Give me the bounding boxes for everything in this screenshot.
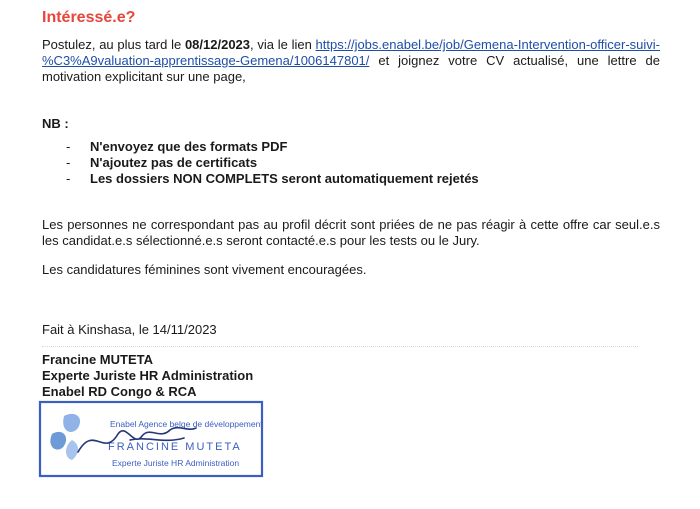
intro-text-end: et joignez votre CV actualisé, une lettre de motivation explicitant sur une page, <box>42 53 660 84</box>
section-heading: Intéressé.e? <box>42 9 136 26</box>
application-link[interactable]: https://jobs.enabel.be/job/Gemena-Intervention-officer-suivi-%C3%A9valuation-apprentissage-Gemena/1006147801/ <box>42 37 660 68</box>
intro-text-start: Postulez, au plus tard le <box>42 37 185 52</box>
dash-bullet: - <box>66 139 71 154</box>
dash-bullet: - <box>66 171 71 186</box>
stamp-line-title: Experte Juriste HR Administration <box>112 458 240 468</box>
nb-list <box>42 139 479 187</box>
nb-label: NB : <box>42 116 69 131</box>
signatory-name: Francine MUTETA <box>42 352 153 367</box>
nb-item <box>42 139 479 155</box>
stamp-line-agency: Enabel Agence belge de développement <box>110 419 263 429</box>
signatory-org: Enabel RD Congo & RCA <box>42 384 197 399</box>
nb-item <box>42 155 479 171</box>
nb-item <box>42 171 479 187</box>
place-date: Fait à Kinshasa, le 14/11/2023 <box>42 322 217 337</box>
nb-item-text: N'ajoutez pas de certificats <box>90 155 258 170</box>
intro-text-middle: , via le lien <box>250 37 316 52</box>
divider <box>42 346 638 347</box>
application-instructions <box>42 37 660 85</box>
enabel-logo-icon <box>50 414 80 460</box>
encouragement-notice: Les candidatures féminines sont vivement encouragées. <box>42 262 367 277</box>
deadline-date: 08/12/2023 <box>184 37 251 52</box>
nb-item-text: N'envoyez que des formats PDF <box>90 139 288 154</box>
dash-bullet: - <box>66 155 71 170</box>
profile-notice: Les personnes ne correspondant pas au profil décrit sont priées de ne pas réagir à cette offre car seul.e.s les candidat.e.s sélectionné.e.s seront contacté.e.s pour les tests ou le Jury. <box>42 217 660 248</box>
stamp-line-name: FRANCINE MUTETA <box>108 441 242 453</box>
nb-item-text: Les dossiers NON COMPLETS seront automatiquement rejetés <box>90 171 479 186</box>
signatory-title: Experte Juriste HR Administration <box>42 368 254 383</box>
signature-block <box>42 352 253 400</box>
official-stamp <box>38 400 266 480</box>
